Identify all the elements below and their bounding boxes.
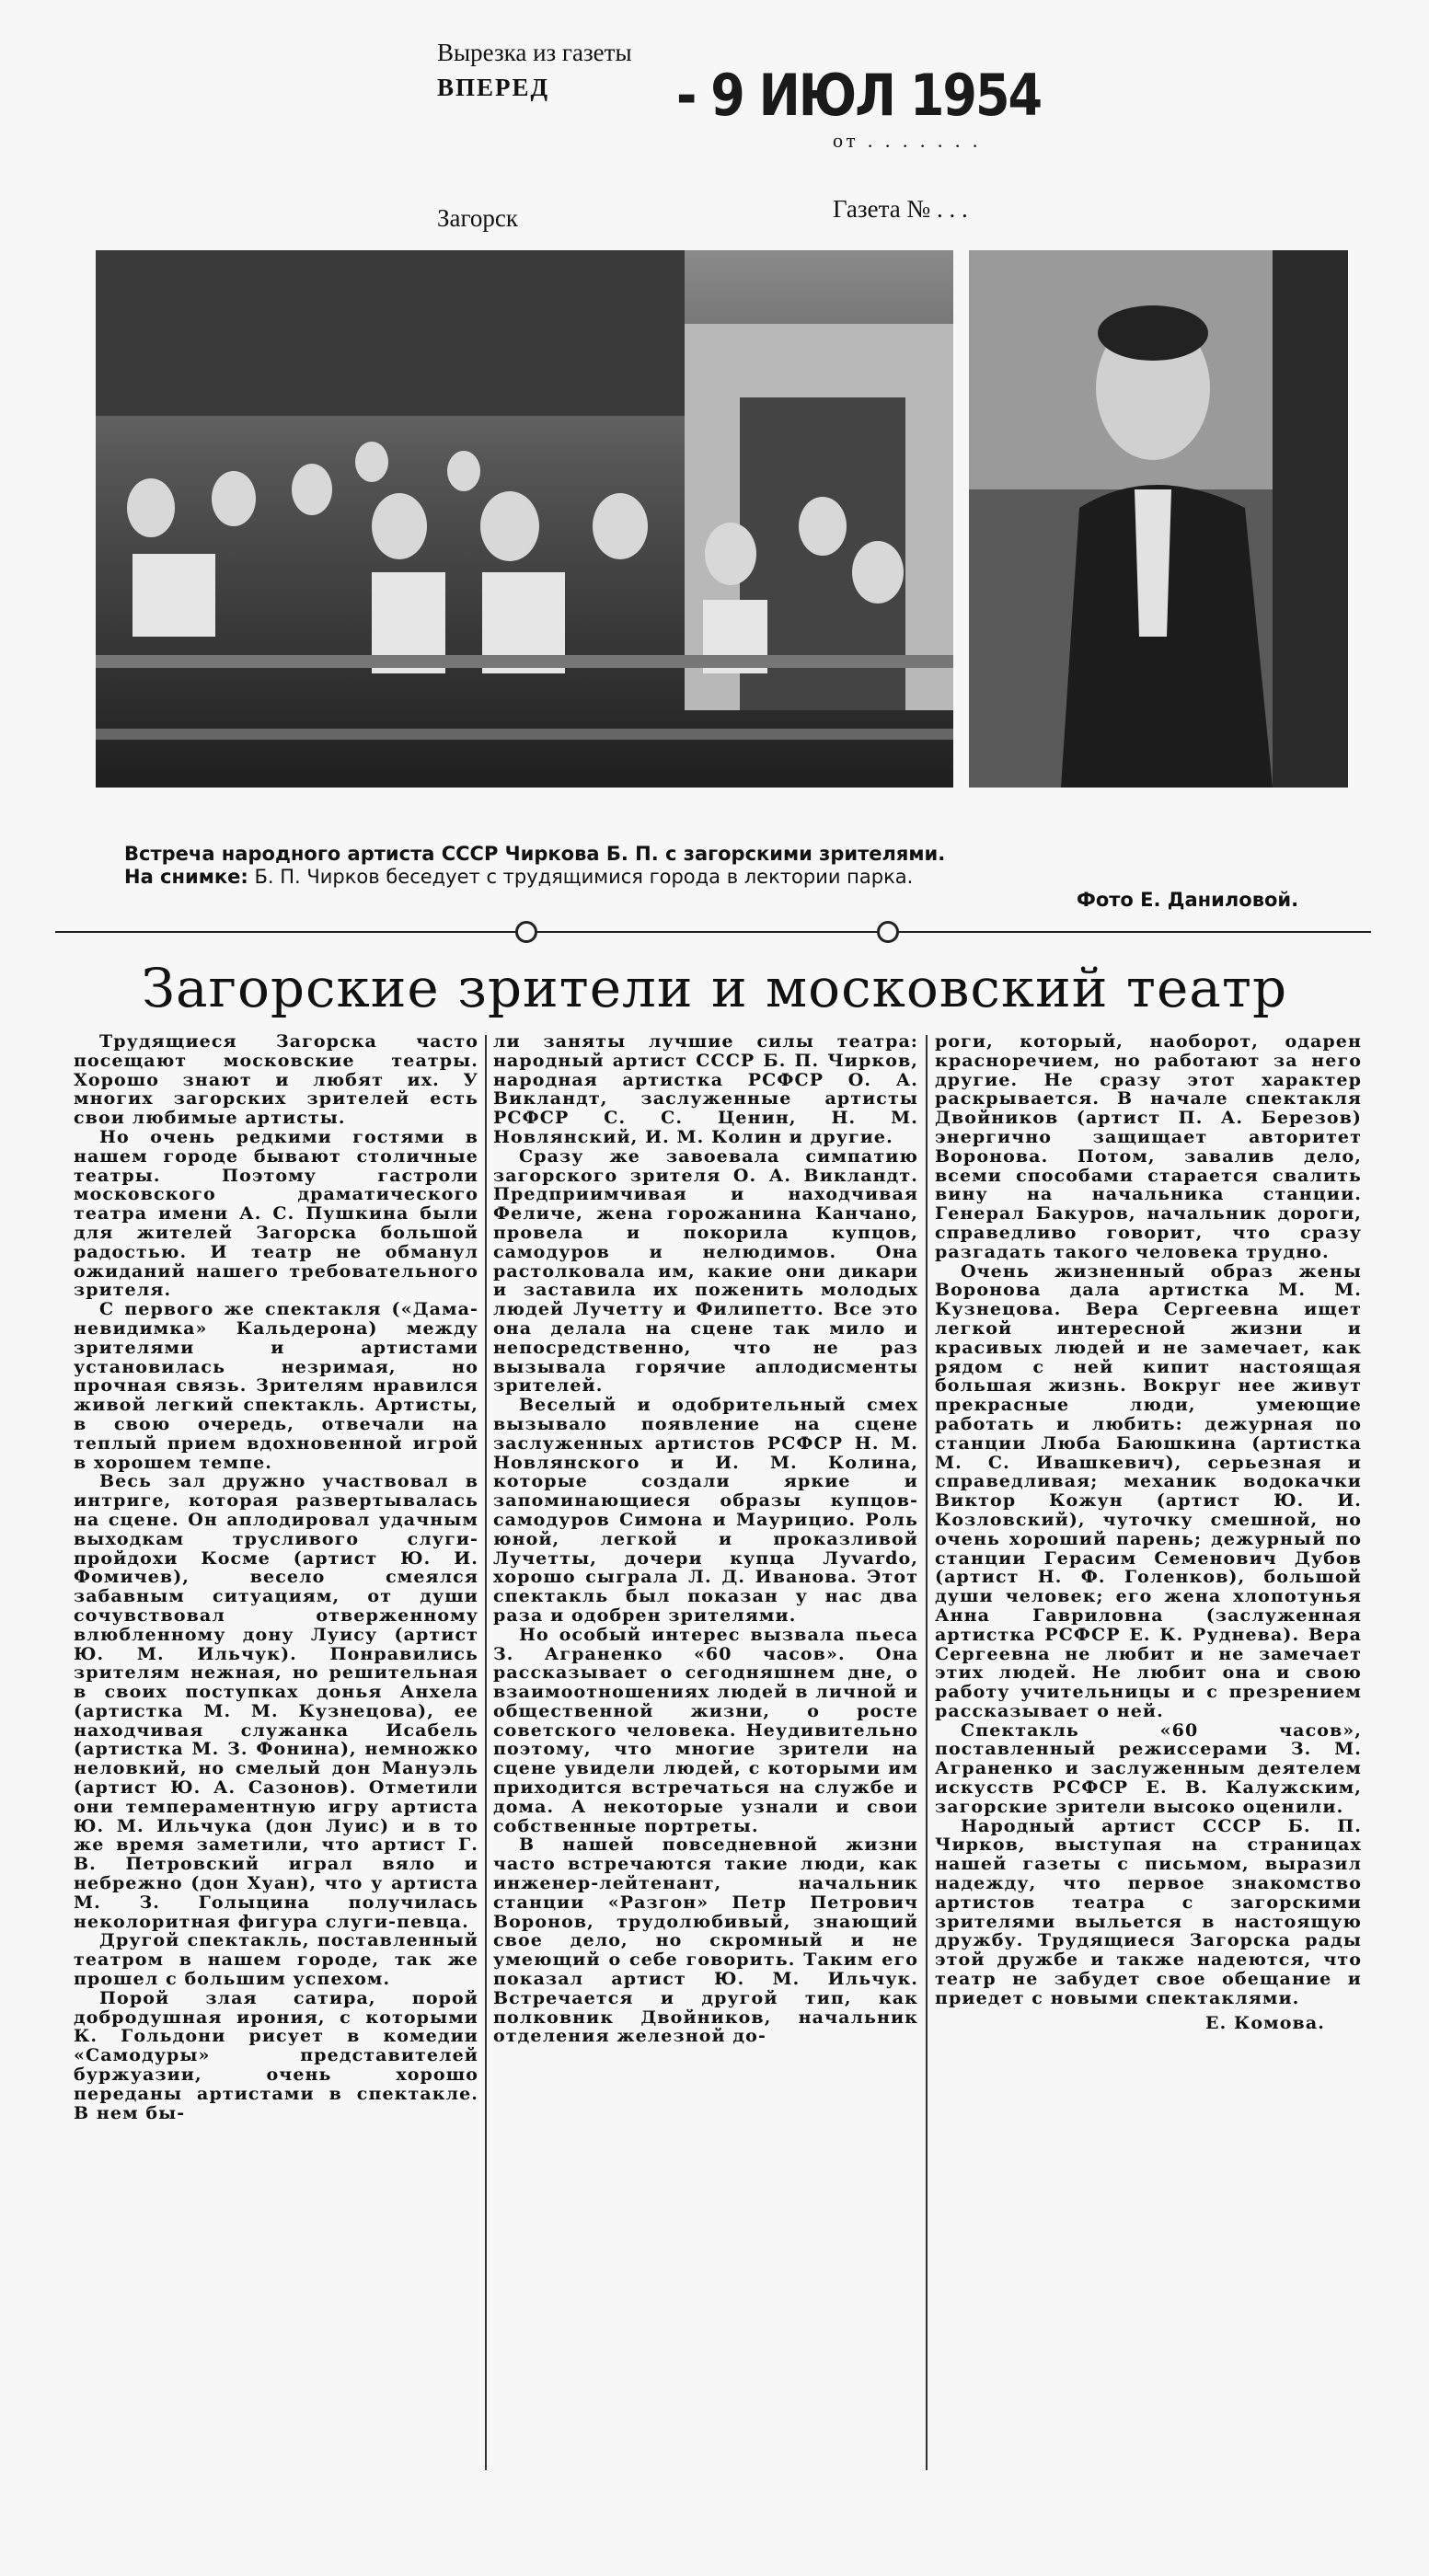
- paragraph: роги, который, наоборот, одарен красноречием, но работают за него другие. Не сразу этот характер раскрывается. В начале спектакля Двойников (артист П. А. Березов) энергично защищает авторитет Воронова. Потом, завалив дело, всеми способами старается свалить вину на начальника станции. Генерал Бакуров, начальник дороги, справедливо говорит, что сразу разгадать такого человека трудно.: [935, 1031, 1362, 1262]
- photo-caption-detail: [124, 866, 913, 888]
- city-label: Загорск: [437, 204, 519, 232]
- article-column-3: [935, 1032, 1362, 2032]
- column-rule: [485, 1035, 487, 2470]
- crowd-photo: [96, 250, 953, 788]
- author-signature: Е. Комова.: [1205, 2012, 1325, 2033]
- photo-caption: Встреча народного артиста СССР Чиркова Б. П. с загорскими зрителями.: [124, 843, 946, 865]
- paragraph: Порой злая сатира, порой добродушная ирония, с которыми К. Гольдони рисует в комедии «Самодуры» представителей буржуазии, очень хорошо переданы артистами в спектакле. В нем бы-: [74, 1987, 478, 2123]
- article-title: Загорские зрители и московский театр: [141, 957, 1288, 1019]
- paragraph: С первого же спектакля («Дама-невидимка» Кальдерона) между зрителями и артистами установилась незримая, но прочная связь. Зрителям нравился живой легкий спектакль. Артисты, в свою очередь, отвечали на теплый прием вдохновенной игрой в хорошем темпе.: [74, 1299, 478, 1473]
- paragraph: В нашей повседневной жизни часто встречаются такие люди, как инженер-лейтенант, начальник станции «Разгон» Петр Петрович Воронов, трудолюбивый, знающий свое дело, но скромный и не умеющий о себе говорить. Таким его показал артист Ю. М. Ильчук. Встречается и другой тип, как полковник Двойников, начальник отделения железной до-: [493, 1834, 918, 2047]
- paragraph: Очень жизненный образ жены Воронова дала артистка М. М. Кузнецова. Вера Сергеевна ищет легкой интересной жизни и красивых людей и не замечает, как рядом с ней кипит настоящая большая жизнь. Вокруг нее живут прекрасные люди, умеющие работать и любить: дежурная по станции Люба Баюшкина (артистка М. С. Ивашкевич), серьезная и справедливая; механик водокачки Виктор Кожун (артист Ю. И. Козловский), чуточку смешной, но очень хороший парень; дежурный по станции Герасим Семенович Дубов (артист Н. Ф. Голенков), большой души человек; его жена хлопотунья Анна Гавриловна (заслуженная артистка РСФСР Е. К. Руднева). Вера Сергеевна не любит и не замечает этих людей. Не любит она и свою работу учительницы и с презрением рассказывает о ней.: [935, 1260, 1362, 1721]
- caption-text: Б. П. Чирков беседует с трудящимися города в лектории парка.: [248, 866, 914, 888]
- paragraph: Спектакль «60 часов», поставленный режиссерами З. М. Аграненко и заслуженным деятелем искусств РСФСР Е. В. Калужским, загорские зрители высоко оценили.: [935, 1719, 1362, 1817]
- date-stamp: - 9 ИЮЛ 1954: [676, 62, 1042, 129]
- paragraph: ли заняты лучшие силы театра: народный артист СССР Б. П. Чирков, народная артистка РСФСР О. А. Викландт, заслуженные артисты РСФСР С. С. Ценин, Н. М. Новлянский, И. М. Колин и другие.: [493, 1031, 918, 1147]
- photo-credit: Фото Е. Даниловой.: [1077, 889, 1299, 911]
- article-column-2: [493, 1032, 918, 2046]
- paragraph: Весь зал дружно участвовал в интриге, которая развертывалась на сцене. Он аплодировал удачным выходкам трусливого слуги-пройдохи Косме (артист Ю. И. Фомичев), весело смеялся забавным ситуациям, от души сочувствовал отверженному влюбленному дону Луису (артист Ю. М. Ильчук). Понравились зрителям нежная, но решительная в своих поступках донья Анхела (артистка М. М. Кузнецова), ее находчивая служанка Исабель (артистка М. З. Фонина), немножко неловкий, но смелый дон Мануэль (артист Ю. А. Сазонов). Отметили они темпераментную игру артиста Ю. М. Ильчука (дон Луис) и в то же время заметили, что артист Г. В. Петровский играл вяло и небрежно (дон Хуан), что у артиста М. З. Голыцина получилась неколоритная фигура слуги-певца.: [74, 1471, 478, 1932]
- paragraph: Другой спектакль, поставленный театром в нашем городе, так же прошел с большим успехом.: [74, 1930, 478, 1990]
- speaker-photo: [969, 250, 1348, 788]
- paragraph: Народный артист СССР Б. П. Чирков, выступая на страницах нашей газеты с письмом, выразил надежду, что первое знакомство артистов театра с загорскими зрителями выльется в настоящую дружбу. Трудящиеся Загорска рады этой дружбе и также надеются, что театр не забудет свое обещание и приедет с новыми спектаклями.: [935, 1815, 1362, 2008]
- newspaper-name: ВПЕРЕД: [437, 74, 550, 101]
- from-label: от . . . . . . .: [833, 129, 982, 152]
- paragraph: Но особый интерес вызвала пьеса З. Аграненко «60 часов». Она рассказывает о сегодняшнем дне, о взаимоотношениях людей в личной и общественной жизни, о росте советского человека. Неудивительно поэтому, что многие зрители на сцене увидели людей, с которыми им приходится встречаться на службе и дома. А некоторые узнали и свои собственные портреты.: [493, 1624, 918, 1836]
- paragraph: Сразу же завоевала симпатию загорского зрителя О. А. Викландт. Предприимчивая и находчивая Феличе, жена горожанина Канчано, провела и покорила купцов, самодуров и нелюдимов. Она растолковала им, какие они дикари и заставила их поженить молодых людей Лучетту и Филипетто. Все это она делала на сцене так мило и непосредственно, что не раз вызывала горячие аплодисменты зрителей.: [493, 1145, 918, 1397]
- clipping-label: Вырезка из газеты: [437, 39, 632, 66]
- section-divider: [55, 931, 1371, 933]
- paragraph: Веселый и одобрительный смех вызывало появление на сцене заслуженных артистов РСФСР Н. М. Новлянского и И. М. Колина, которые создали яркие и запоминающиеся образы купцов-самодуров Симона и Маурицио. Роль юной, легкой и проказливой Лучетты, дочери купца Луvardo, хорошо сыграла Л. Д. Иванова. Этот спектакль был показан у нас два раза и одобрен зрителями.: [493, 1395, 918, 1626]
- caption-prefix: На снимке:: [124, 866, 248, 888]
- article-column-1: [74, 1032, 478, 2122]
- paragraph: Трудящиеся Загорска часто посещают московские театры. Хорошо знают и любят их. У многих загорских зрителей есть свои любимые артисты.: [74, 1031, 478, 1129]
- divider-ornament: [515, 921, 537, 943]
- issue-label: Газета № . . .: [833, 195, 968, 223]
- paragraph: Но очень редкими гостями в нашем городе бывают столичные театры. Поэтому гастроли московского драматического театра имени А. С. Пушкина были для жителей Загорска большой радостью. И театр не обманул ожиданий нашего требовательного зрителя.: [74, 1126, 478, 1301]
- column-rule: [926, 1035, 928, 2470]
- divider-ornament: [877, 921, 899, 943]
